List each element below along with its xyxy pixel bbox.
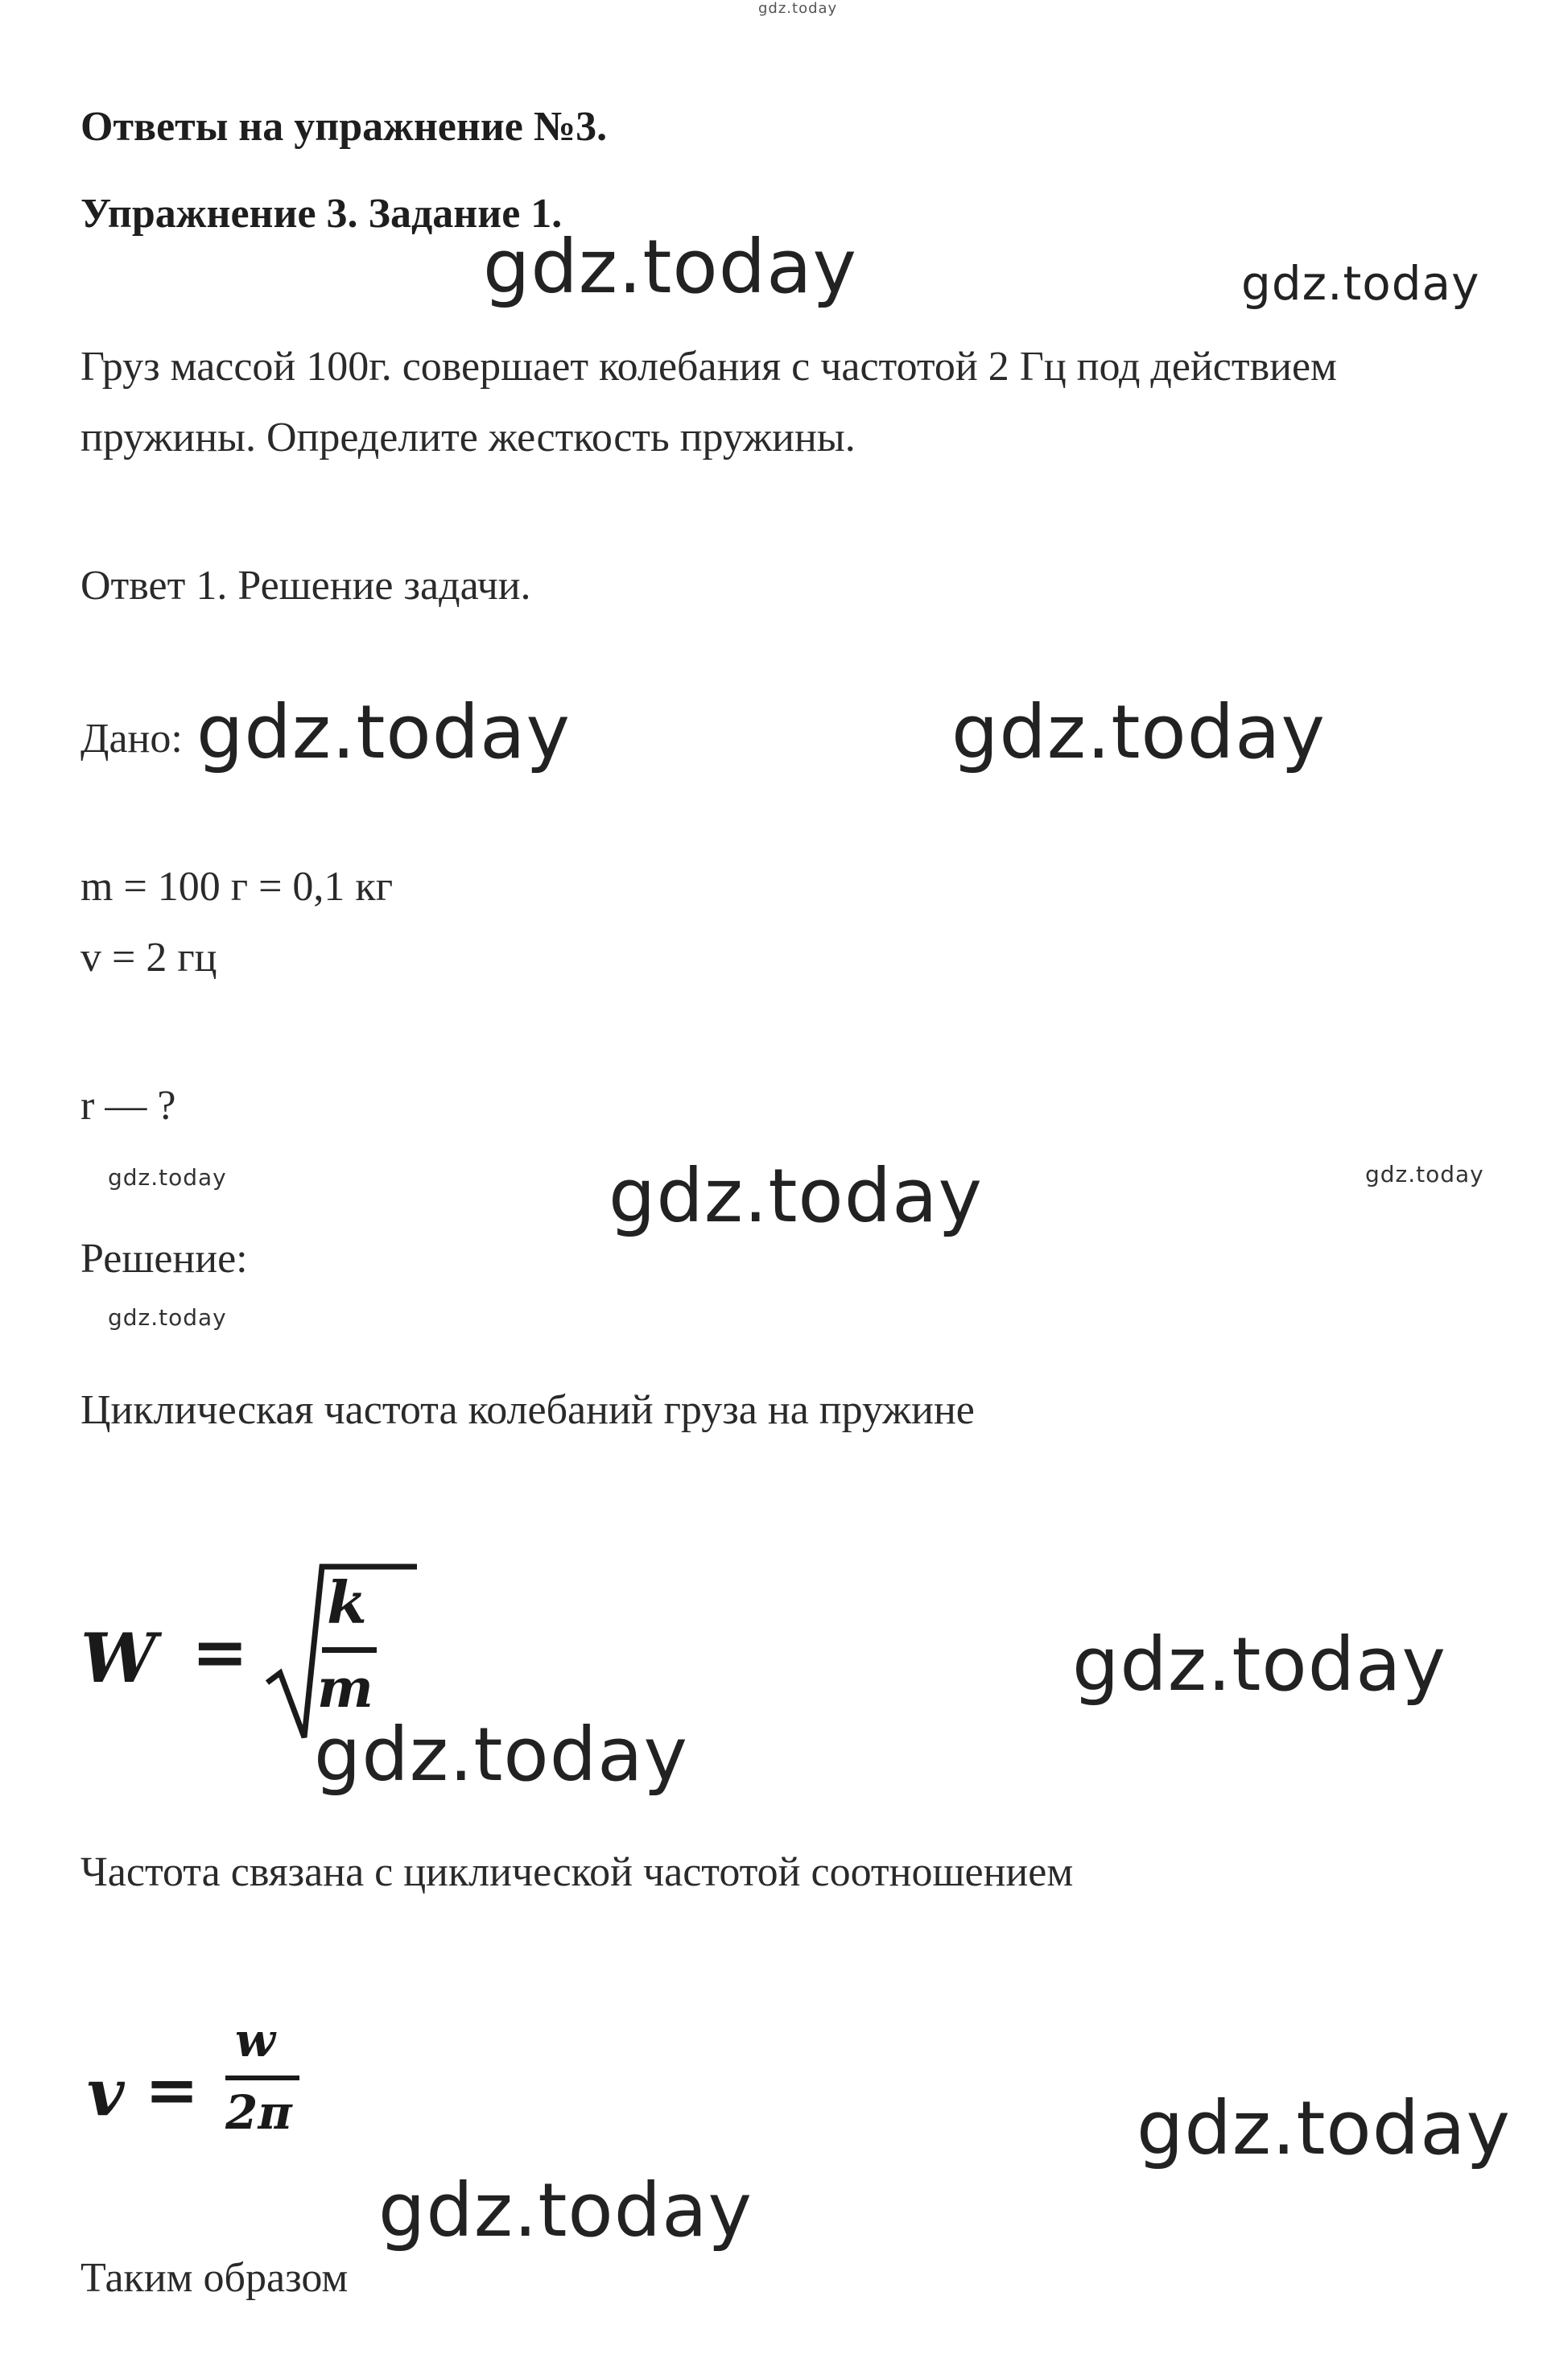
formula-lhs: v (87, 2055, 125, 2130)
relation-text: Частота связана с циклической частотой соотношением (80, 1849, 1074, 1895)
given-mass: m = 100 г = 0,1 кг (80, 864, 394, 910)
formula-frequency (80, 2013, 322, 2150)
watermark: gdz.today (314, 1712, 688, 1798)
fraction-bar (322, 1647, 377, 1653)
watermark: gdz.today (378, 2167, 753, 2253)
watermark: gdz.today (609, 1153, 983, 1239)
formula-denominator: 2π (225, 2085, 292, 2140)
page-title: Ответы на упражнение №3. (80, 104, 608, 150)
watermark: gdz.today (196, 689, 571, 775)
watermark: gdz.today (1072, 1621, 1446, 1708)
cyclic-frequency-text: Циклическая частота колебаний груза на пружине (80, 1387, 975, 1433)
task-title: Упражнение 3. Задание 1. (80, 191, 563, 237)
watermark: gdz.today (951, 689, 1326, 775)
problem-line-1: Груз массой 100г. совершает колебания с частотой 2 Гц под действием (80, 344, 1337, 390)
watermark-top: gdz.today (758, 0, 838, 17)
find-label: r — ? (80, 1083, 176, 1129)
watermark: gdz.today (1137, 2085, 1511, 2171)
given-frequency: v = 2 гц (80, 935, 217, 981)
solution-label: Решение: (80, 1236, 248, 1282)
formula-equals: = (192, 1612, 249, 1691)
watermark: gdz.today (1241, 256, 1480, 311)
formula-lhs: W (80, 1618, 157, 1698)
problem-line-2: пружины. Определите жесткость пружины. (80, 415, 856, 461)
watermark: gdz.today (108, 1164, 227, 1191)
formula-denominator: m (317, 1657, 373, 1720)
formula-equals: = (145, 2051, 200, 2127)
answer-label: Ответ 1. Решение задачи. (80, 563, 531, 609)
conclusion-text: Таким образом (80, 2255, 349, 2301)
watermark: gdz.today (108, 1304, 227, 1331)
watermark: gdz.today (1365, 1161, 1484, 1188)
watermark: gdz.today (483, 224, 857, 310)
given-label: Дано: (80, 716, 183, 762)
formula-numerator: w (235, 2013, 275, 2067)
fraction-bar (225, 2076, 299, 2080)
formula-numerator: k (327, 1568, 367, 1637)
